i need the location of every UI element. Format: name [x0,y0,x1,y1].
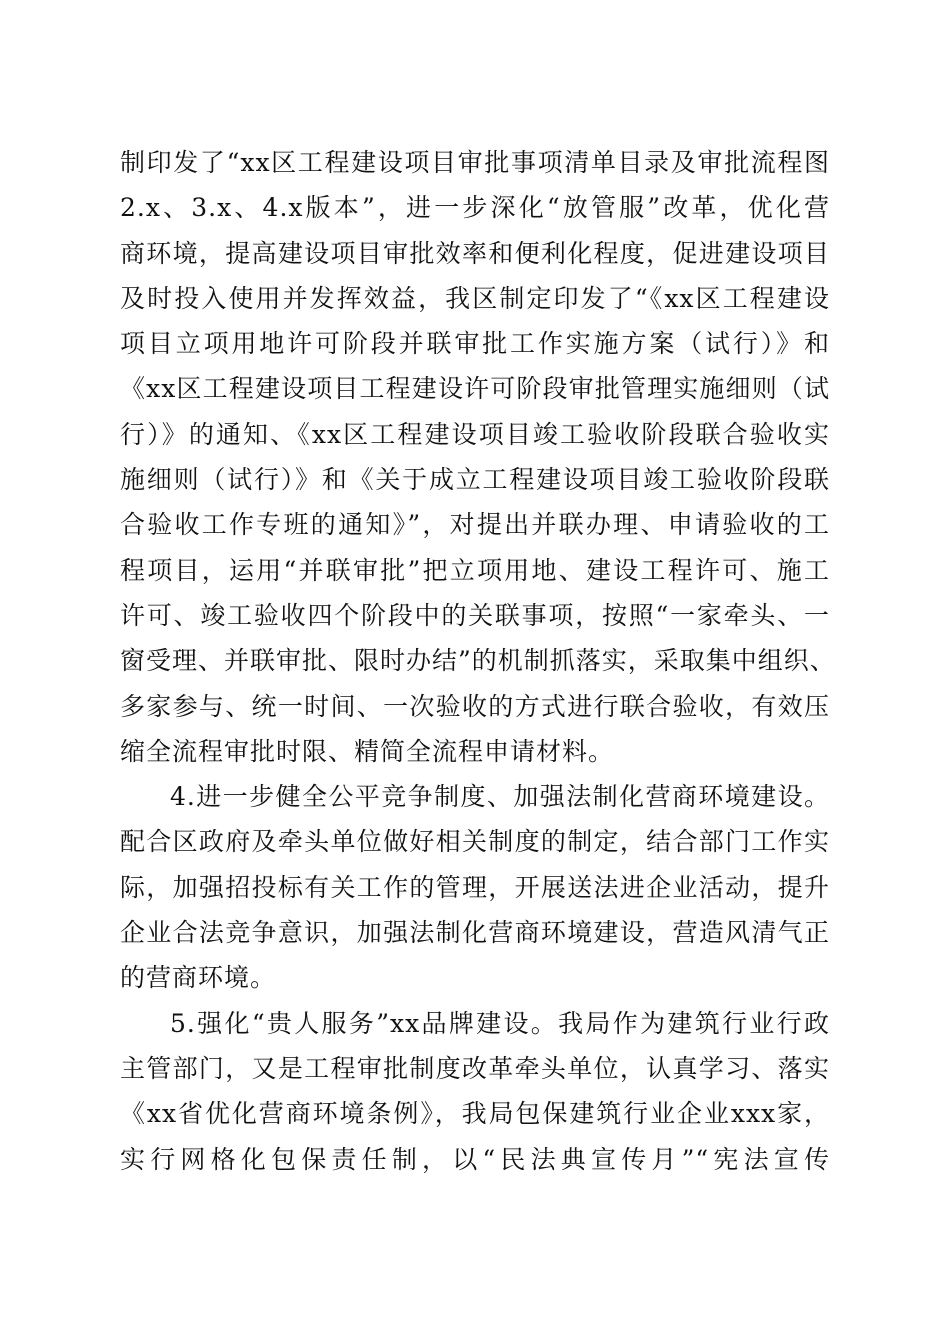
text-line: 《xx省优化营商环境条例》，我局包保建筑行业企业xxx家， [120,1099,830,1129]
text-line: 2.x、3.x、4.x版本”，进一步深化“放管服”改革，优化营 [120,193,830,223]
text-line: 制印发了“xx区工程建设项目审批事项清单目录及审批流程图 [120,148,830,177]
text-line: 许可、竣工验收四个阶段中的关联事项，按照“一家牵头、一 [120,600,830,630]
text-line: 窗受理、并联审批、限时办结”的机制抓落实，采取集中组织、 [120,646,836,676]
text-line: 项目立项用地许可阶段并联审批工作实施方案（试行）》和 [120,329,830,359]
text-line: 配合区政府及牵头单位做好相关制度的制定，结合部门工作实 [120,827,830,857]
text-line: 《xx区工程建设项目工程建设许可阶段审批管理实施细则（试 [120,374,830,404]
text-line: 程项目，运用“并联审批”把立项用地、建设工程许可、施工 [120,555,830,585]
text-line: 企业合法竞争意识，加强法制化营商环境建设，营造风清气正 [120,918,830,948]
text-line: 行）》的通知、《xx区工程建设项目竣工验收阶段联合验收实 [120,419,830,449]
paragraph-end-line: 的营商环境。 [120,963,277,993]
text-line: 多家参与、统一时间、一次验收的方式进行联合验收，有效压 [120,691,830,721]
text-line: 主管部门，又是工程审批制度改革牵头单位，认真学习、落实 [120,1053,830,1083]
paragraph-end-line: 缩全流程审批时限、精简全流程申请材料。 [120,736,615,766]
text-line: 实行网格化包保责任制，以“民法典宣传月”“宪法宣传 [120,1144,830,1174]
section-heading-4: 4.进一步健全公平竞争制度、加强法制化营商环境建设。 [170,782,830,812]
body-text [120,140,836,1182]
text-line: 及时投入使用并发挥效益，我区制定印发了“《xx区工程建设 [120,283,830,313]
text-line: 际，加强招投标有关工作的管理，开展送法进企业活动，提升 [120,872,830,902]
text-line: 合验收工作专班的通知》”，对提出并联办理、申请验收的工 [120,510,830,540]
text-line: 施细则（试行）》和《关于成立工程建设项目竣工验收阶段联 [120,465,830,495]
section-heading-5: 5.强化“贵人服务”xx品牌建设。我局作为建筑行业行政 [170,1008,830,1038]
text-line: 商环境，提高建设项目审批效率和便利化程度，促进建设项目 [120,238,830,268]
